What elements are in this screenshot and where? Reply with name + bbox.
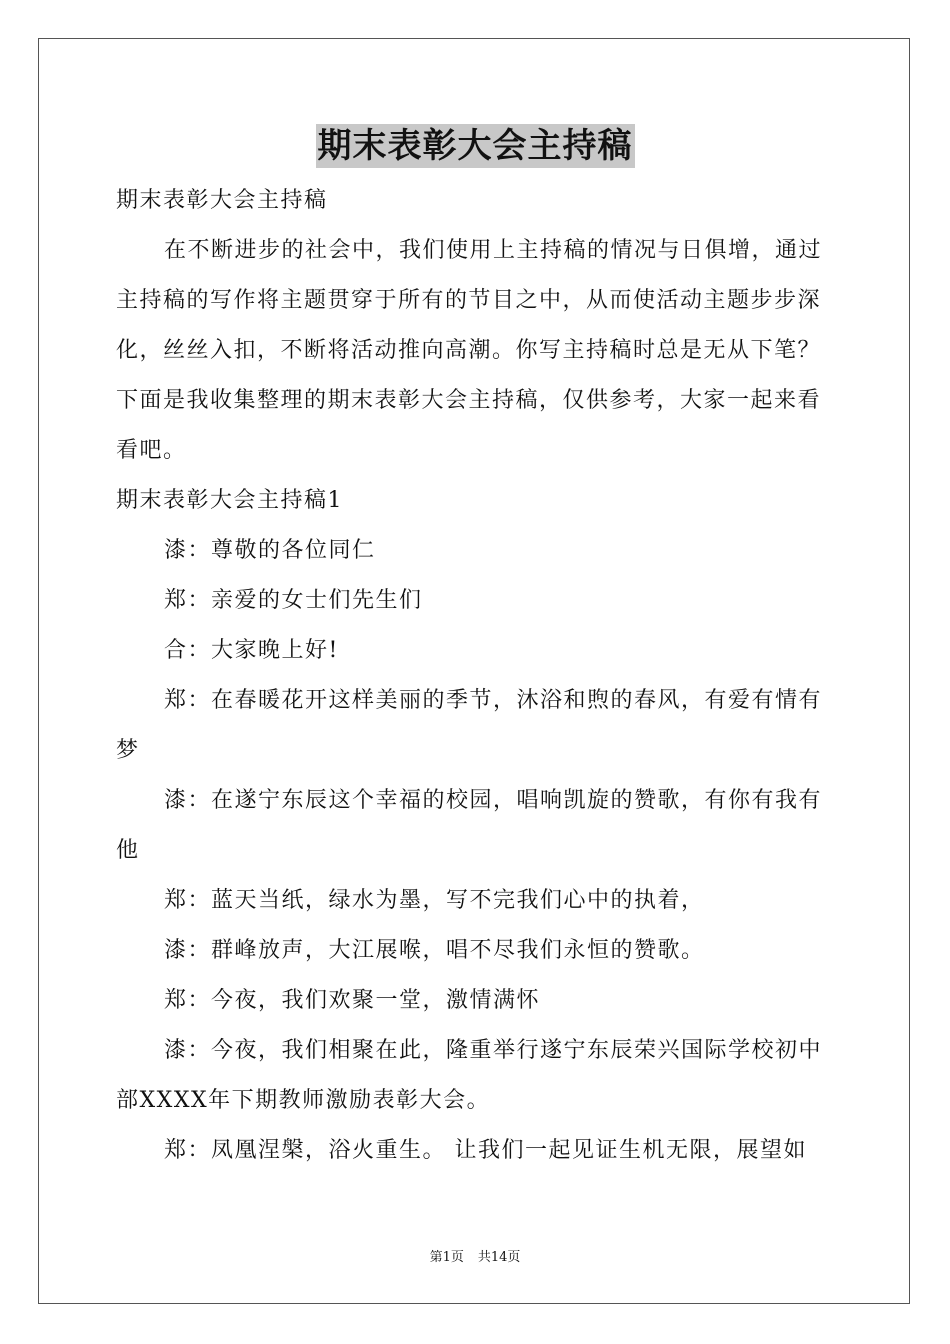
dialogue-line: 郑：蓝天当纸，绿水为墨，写不完我们心中的执着， (164, 888, 705, 913)
paragraph-line: 主持稿的写作将主题贯穿于所有的节目之中，从而使活动主题步步深 (116, 288, 822, 313)
subtitle-line: 期末表彰大会主持稿 (116, 188, 328, 213)
page-number: 第1页 (429, 1250, 464, 1265)
paragraph-line: 在不断进步的社会中，我们使用上主持稿的情况与日俱增，通过 (164, 238, 823, 263)
dialogue-line: 漆：在遂宁东辰这个幸福的校园，唱响凯旋的赞歌，有你有我有 (164, 788, 823, 813)
dialogue-line: 郑：亲爱的女士们先生们 (164, 588, 423, 613)
dialogue-line: 郑：今夜，我们欢聚一堂，激情满怀 (164, 988, 541, 1013)
page-total: 共14页 (477, 1250, 521, 1265)
dialogue-line: 漆：群峰放声，大江展喉，唱不尽我们永恒的赞歌。 (164, 938, 705, 963)
paragraph-line: 看吧。 (116, 438, 187, 463)
dialogue-line: 合：大家晚上好! (164, 638, 339, 663)
document-body (116, 176, 834, 1176)
paragraph-line: 化，丝丝入扣，不断将活动推向高潮。你写主持稿时总是无从下笔？ (116, 338, 822, 363)
dialogue-line-continuation: 他 (116, 838, 140, 863)
paragraph-line: 下面是我收集整理的期末表彰大会主持稿，仅供参考，大家一起来看 (116, 388, 822, 413)
title-wrap (0, 124, 950, 168)
dialogue-line-continuation: 梦 (116, 738, 140, 763)
page-footer (0, 1246, 950, 1265)
section-heading: 期末表彰大会主持稿1 (116, 488, 343, 513)
dialogue-line: 漆：今夜，我们相聚在此，隆重举行遂宁东辰荣兴国际学校初中 (164, 1038, 823, 1063)
dialogue-line: 郑：凤凰涅槃，浴火重生。 让我们一起见证生机无限，展望如 (164, 1138, 807, 1163)
document-title: 期末表彰大会主持稿 (317, 126, 633, 166)
dialogue-line: 郑：在春暖花开这样美丽的季节，沐浴和煦的春风，有爱有情有 (164, 688, 823, 713)
dialogue-line: 漆：尊敬的各位同仁 (164, 538, 376, 563)
dialogue-line-continuation: 部XXXX年下期教师激励表彰大会。 (116, 1088, 491, 1113)
